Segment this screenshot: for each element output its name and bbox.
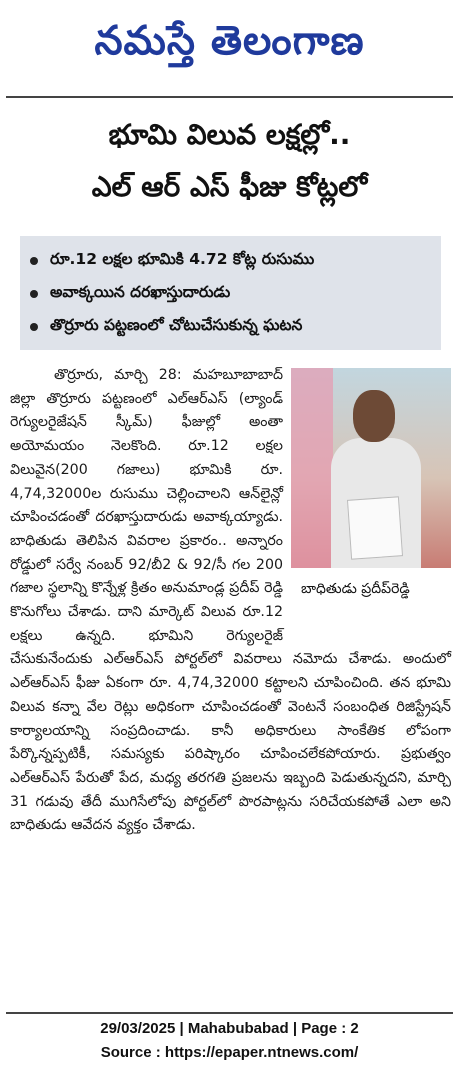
- footer-info: 29/03/2025 | Mahabubabad | Page : 2: [100, 1020, 359, 1037]
- bullet-icon: [30, 257, 38, 265]
- highlight-text: తొర్రూరు పట్టణంలో చోటుచేసుకున్న ఘటన: [50, 315, 303, 334]
- headline-line-2: ఎల్ ఆర్ ఎస్ ఫీజు కోట్లలో: [91, 170, 368, 203]
- victim-photo: [291, 368, 451, 568]
- headline-line-1: భూమి విలువ లక్షల్లో..: [108, 118, 351, 151]
- photo-caption: బాధితుడు ప్రదీప్‌రెడ్డి: [301, 581, 410, 597]
- victim-photo-box: [291, 368, 451, 630]
- masthead-title: నమస్తే తెలంగాణ: [94, 18, 365, 64]
- highlight-item: [30, 277, 431, 310]
- highlight-item: [30, 244, 431, 277]
- bullet-icon: [30, 290, 38, 298]
- highlight-text: రూ.12 లక్షల భూమికి 4.72 కోట్ల రుసుము: [50, 249, 315, 268]
- article-text: తొర్రూరు, మార్చి 28: మహబూబాబాద్ జిల్లా తొర్రూరు పట్టణంలో ఎల్ఆర్ఎస్ (ల్యాండ్ రెగ్యులరైజేషన్ స్కీమ్) ఫీజుల్లో అంతా అయోమయం నెలకొంది. రూ.12 లక్షల విలువైన(200 గజాలు) భూమికి రూ. 4,74,32000ల రుసుము చెల్లించాలని ఆన్‌లైన్లో చూపించడంతో దరఖాస్తుదారుడు అవాక్కయ్యాడు. బాధితుడు తెలిపిన వివరాల ప్రకారం.. అన్నారం రోడ్డులో సర్వే నంబర్ 92/బీ2 & 92/సీ గల 200 గజాల స్థలాన్ని కొన్నేళ్ల క్రితం అనుమాండ్ల ప్రదీప్ రెడ్డి కొనుగోలు చేశాడు. దాని మార్కెట్ విలువ రూ.12 లక్షలు ఉన్నది. భూమిని రెగ్యులరైజ్ చేసుకునేందుకు ఎల్ఆర్ఎస్ పోర్టల్‌లో వివరాలు నమోదు చేశాడు. అందులో ఎల్ఆర్ఎస్ ఫీజు ఏకంగా రూ. 4,74,32000 కట్టాలని చూపించింది. తన భూమి విలువ కన్నా వేల రెట్లు అధికంగా చూపించడంతో వెంటనే సంబంధిత రిజిస్ట్రేషన్ కార్యాలయాన్ని సంప్రదించాడు. కానీ అధికారులు సాంకేతిక లోపంగా పేర్కొన్నప్పటికీ, సమస్యకు పరిష్కారం చూపించలేకపోయారు. ప్రభుత్వం ఎల్ఆర్ఎస్ పేరుతో పేద, మధ్య తరగతి ప్రజలను ఇబ్బంది పెడుతున్నదని, మార్చి 31 గడువు తేదీ ముగిసేలోపు పోర్టల్‌లో పొరపాట్లను సరిచేయకపోతే ఎలా అని బాధితుడు ఆవేదన వ్యక్తం చేశాడు.: [10, 367, 451, 834]
- masthead: [0, 0, 459, 92]
- highlight-text: అవాక్కయిన దరఖాస్తుదారుడు: [50, 282, 231, 301]
- bullet-icon: [30, 323, 38, 331]
- article-body: [10, 364, 451, 1004]
- top-divider: [6, 96, 453, 98]
- highlight-item: [30, 310, 431, 343]
- footer-source: Source : https://epaper.ntnews.com/: [100, 1044, 359, 1061]
- highlights-box: [20, 236, 441, 350]
- bottom-divider: [6, 1012, 453, 1014]
